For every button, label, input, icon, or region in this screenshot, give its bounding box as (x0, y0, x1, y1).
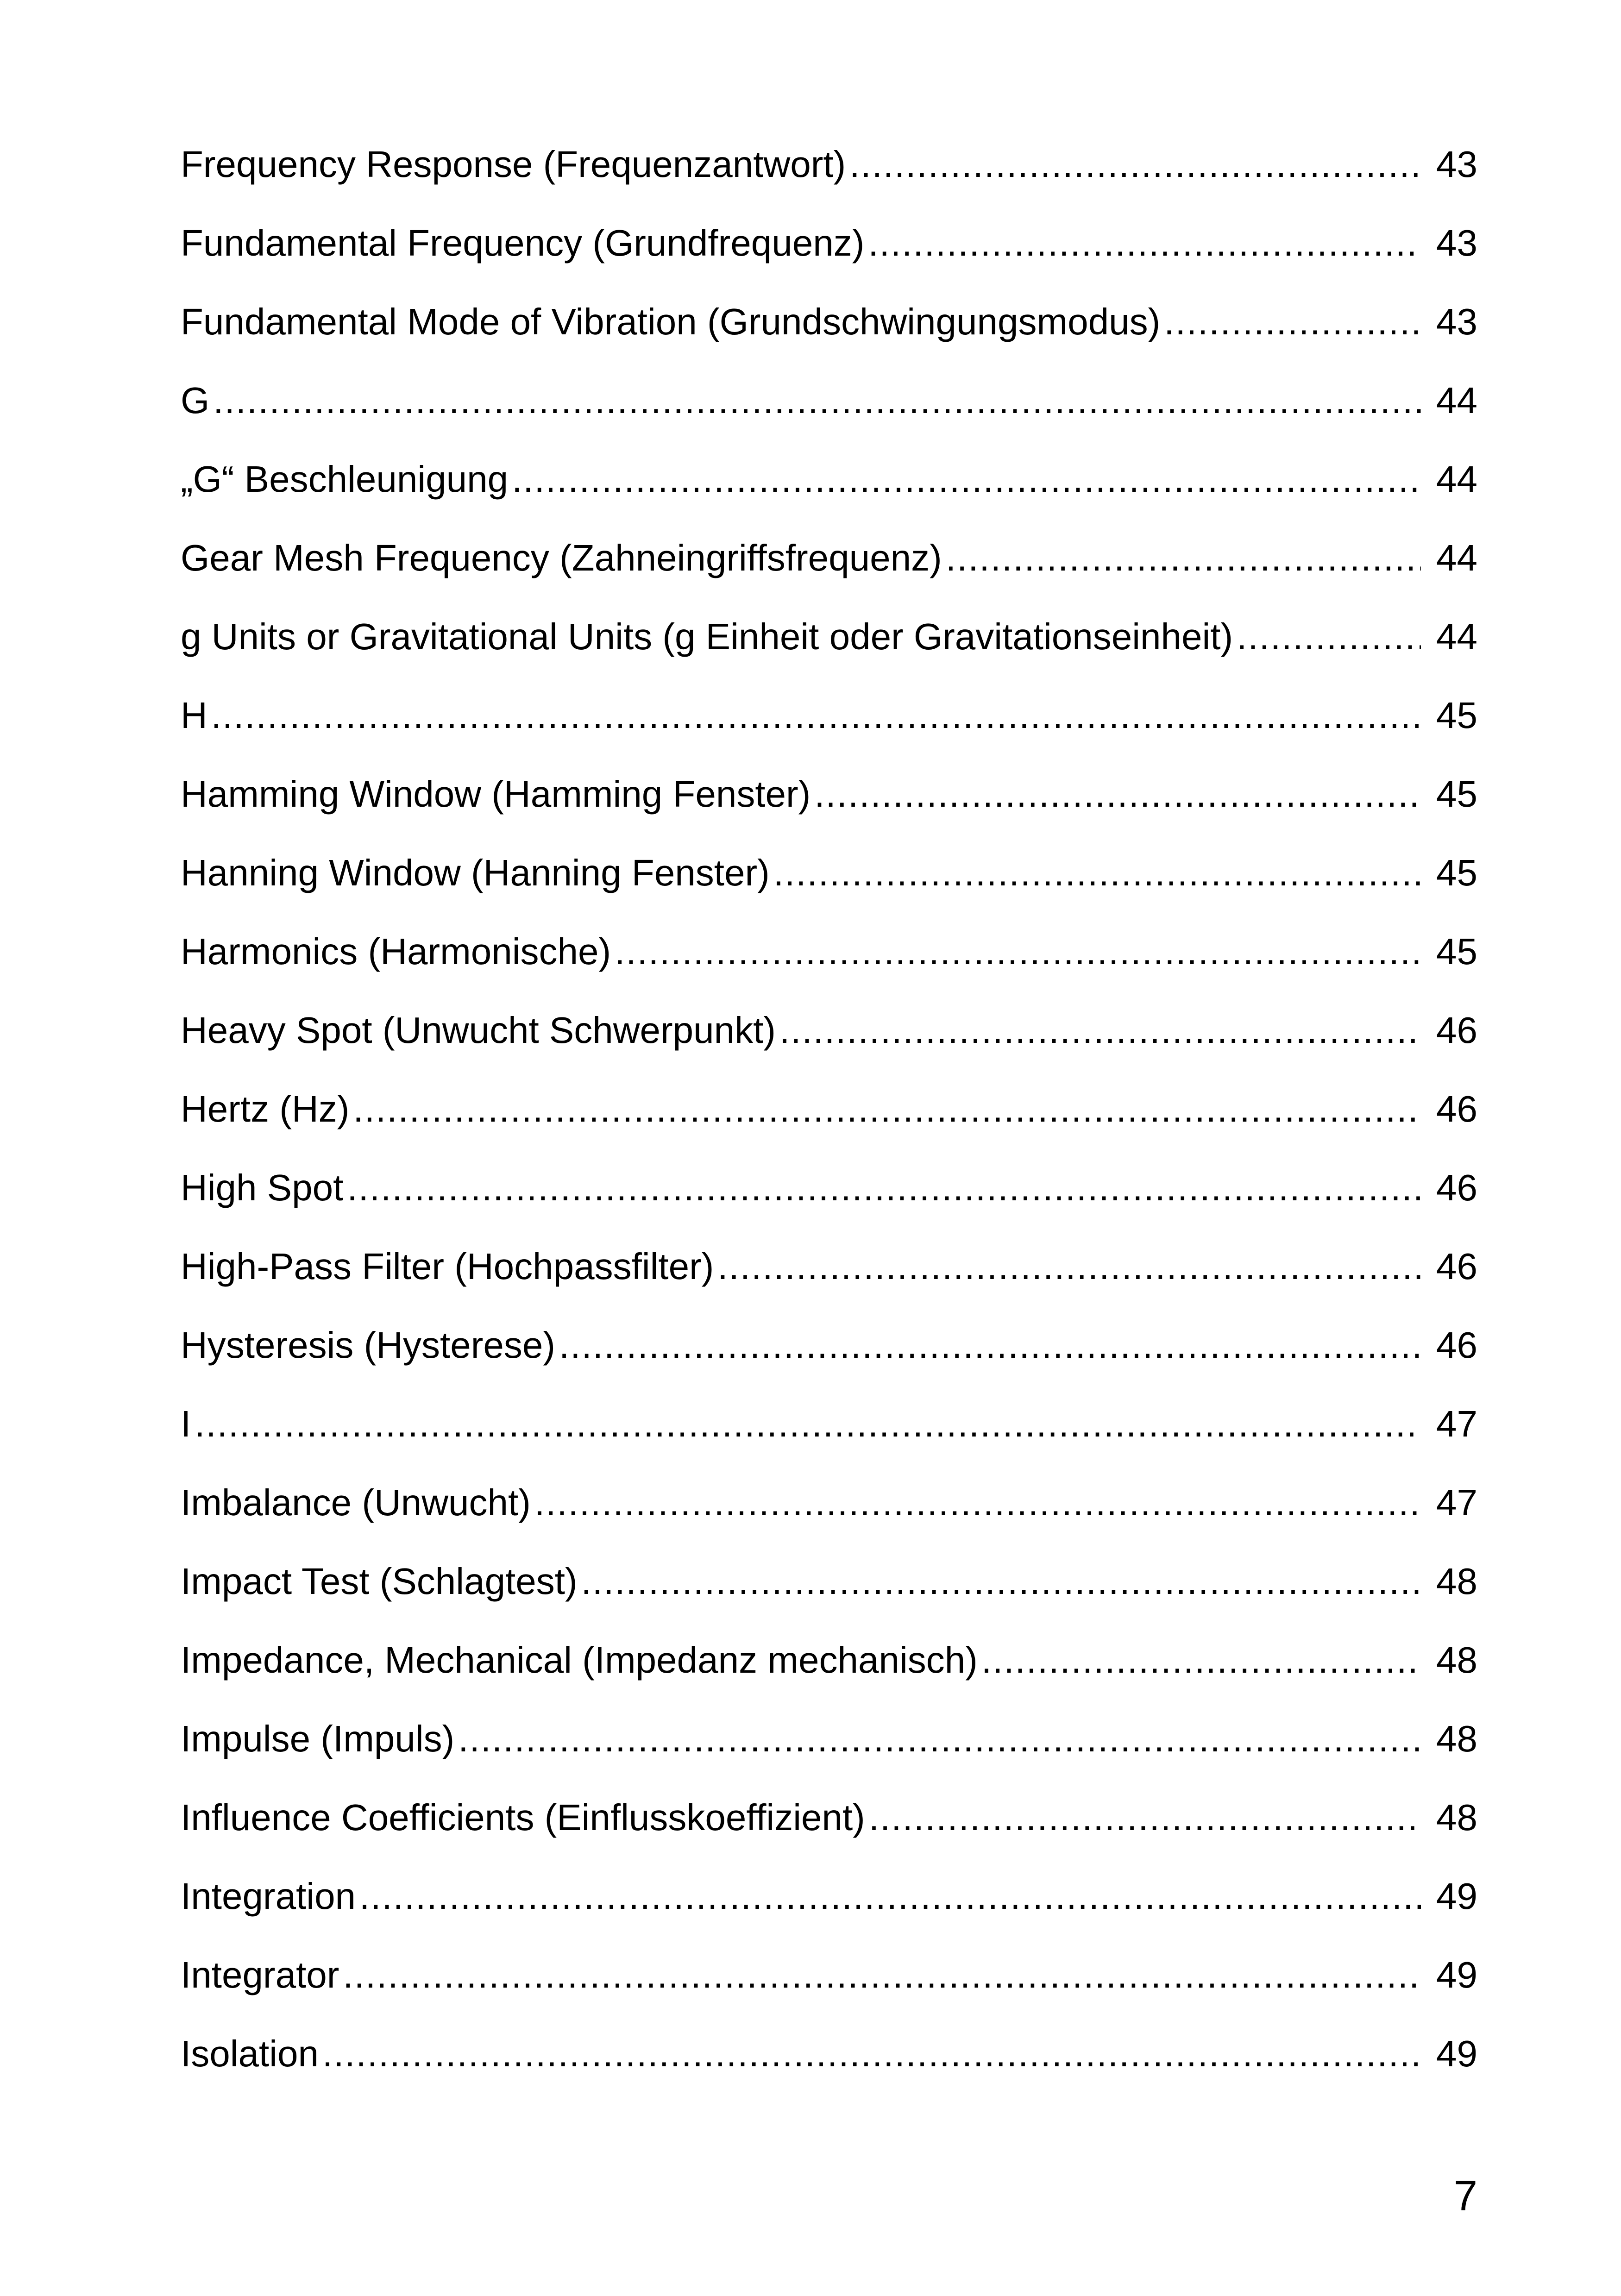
toc-entry[interactable] (181, 1778, 1477, 1857)
toc-entry[interactable] (181, 834, 1477, 912)
toc-entry-title: Harmonics (Harmonische) (181, 931, 611, 972)
toc-entry-title: Fundamental Frequency (Grundfrequenz) (181, 222, 865, 263)
toc-entry-page: 48 (1436, 1639, 1477, 1681)
page-number: 7 (1453, 2172, 1477, 2220)
toc-entry-page: 44 (1436, 380, 1477, 421)
toc-dot-leader (353, 1070, 1421, 1148)
toc-dot-leader (211, 676, 1421, 755)
toc-entry-title: G (181, 380, 210, 421)
toc-entry-title: H (181, 695, 207, 736)
toc-entry-title: g Units or Gravitational Units (g Einheit oder Gravitationseinheit) (181, 616, 1233, 657)
toc-dot-leader (779, 991, 1421, 1070)
toc-dot-leader (343, 1936, 1421, 2014)
toc-entry-page: 44 (1436, 458, 1477, 500)
toc-entry-title: Influence Coefficients (Einflusskoeffizient) (181, 1797, 865, 1838)
toc-dot-leader (512, 440, 1421, 519)
toc-entry[interactable] (181, 1306, 1477, 1385)
toc-entry-page: 43 (1436, 222, 1477, 263)
toc-entry[interactable] (181, 1621, 1477, 1700)
toc-dot-leader (773, 834, 1421, 912)
toc-entry-page: 48 (1436, 1797, 1477, 1838)
toc-entry-page: 46 (1436, 1010, 1477, 1051)
toc-dot-leader (458, 1700, 1421, 1778)
toc-dot-leader (559, 1306, 1421, 1385)
toc-entry[interactable] (181, 1857, 1477, 1936)
toc-entry-page: 49 (1436, 1876, 1477, 1917)
toc-entry[interactable] (181, 519, 1477, 597)
toc-entry[interactable] (181, 125, 1477, 204)
toc-entry[interactable] (181, 1070, 1477, 1148)
toc-entry-page: 45 (1436, 931, 1477, 972)
toc-entry[interactable] (181, 1148, 1477, 1227)
toc-entry[interactable] (181, 676, 1477, 755)
toc-entry-title: Fundamental Mode of Vibration (Grundschwingungsmodus) (181, 301, 1161, 342)
toc-dot-leader (868, 204, 1421, 282)
toc-entry[interactable] (181, 2014, 1477, 2093)
toc-entry-title: Impulse (Impuls) (181, 1718, 455, 1759)
toc-entry[interactable] (181, 1542, 1477, 1621)
toc-entry-page: 45 (1436, 773, 1477, 815)
toc-entry[interactable] (181, 1385, 1477, 1463)
toc-entry-page: 47 (1436, 1403, 1477, 1444)
toc-entry-page: 44 (1436, 537, 1477, 578)
toc-entry-title: Hysteresis (Hysterese) (181, 1324, 556, 1366)
toc-dot-leader (1164, 282, 1421, 361)
toc-entry[interactable] (181, 282, 1477, 361)
toc-entry-title: Frequency Response (Frequenzantwort) (181, 144, 846, 185)
toc-entry-title: Hamming Window (Hamming Fenster) (181, 773, 811, 815)
toc-entry-title: Heavy Spot (Unwucht Schwerpunkt) (181, 1010, 776, 1051)
toc-dot-leader (814, 755, 1421, 834)
toc-dot-leader (869, 1778, 1421, 1857)
toc-entry-page: 45 (1436, 695, 1477, 736)
toc-entry[interactable] (181, 597, 1477, 676)
toc-entry-page: 46 (1436, 1088, 1477, 1129)
toc-entry-title: Isolation (181, 2033, 319, 2074)
toc-dot-leader (981, 1621, 1421, 1700)
toc-entry-title: „G“ Beschleunigung (181, 458, 509, 500)
toc-dot-leader (195, 1385, 1421, 1463)
toc-entry-title: Imbalance (Unwucht) (181, 1482, 531, 1523)
toc-entry-page: 48 (1436, 1561, 1477, 1602)
toc-entry[interactable] (181, 440, 1477, 519)
table-of-contents (181, 125, 1477, 2093)
toc-dot-leader (213, 361, 1421, 440)
toc-entry-title: Integrator (181, 1954, 339, 1995)
toc-entry-title: High-Pass Filter (Hochpassfilter) (181, 1246, 714, 1287)
toc-entry-page: 44 (1436, 616, 1477, 657)
toc-entry[interactable] (181, 1936, 1477, 2014)
toc-dot-leader (534, 1463, 1421, 1542)
toc-entry[interactable] (181, 755, 1477, 834)
toc-entry[interactable] (181, 204, 1477, 282)
toc-dot-leader (581, 1542, 1421, 1621)
toc-entry[interactable] (181, 991, 1477, 1070)
toc-entry-title: Gear Mesh Frequency (Zahneingriffsfrequenz) (181, 537, 942, 578)
toc-dot-leader (717, 1227, 1421, 1306)
toc-entry-page: 43 (1436, 144, 1477, 185)
toc-dot-leader (1237, 597, 1421, 676)
toc-dot-leader (359, 1857, 1421, 1936)
toc-dot-leader (849, 125, 1421, 204)
toc-entry-page: 48 (1436, 1718, 1477, 1759)
toc-entry-page: 46 (1436, 1324, 1477, 1366)
toc-entry-page: 49 (1436, 1954, 1477, 1995)
toc-entry-page: 47 (1436, 1482, 1477, 1523)
toc-entry-title: Integration (181, 1876, 356, 1917)
toc-entry[interactable] (181, 1227, 1477, 1306)
toc-entry[interactable] (181, 1463, 1477, 1542)
toc-entry-title: Hertz (Hz) (181, 1088, 350, 1129)
toc-dot-leader (946, 519, 1421, 597)
toc-entry[interactable] (181, 1700, 1477, 1778)
toc-entry-title: Impedance, Mechanical (Impedanz mechanisch) (181, 1639, 978, 1681)
toc-entry-title: Impact Test (Schlagtest) (181, 1561, 578, 1602)
toc-dot-leader (322, 2014, 1421, 2093)
toc-entry[interactable] (181, 912, 1477, 991)
toc-dot-leader (347, 1148, 1421, 1227)
toc-entry-title: Hanning Window (Hanning Fenster) (181, 852, 770, 893)
toc-dot-leader (615, 912, 1421, 991)
toc-entry-page: 45 (1436, 852, 1477, 893)
toc-entry-page: 49 (1436, 2033, 1477, 2074)
toc-entry-page: 46 (1436, 1167, 1477, 1208)
toc-entry-page: 46 (1436, 1246, 1477, 1287)
toc-entry[interactable] (181, 361, 1477, 440)
toc-entry-page: 43 (1436, 301, 1477, 342)
toc-entry-title: High Spot (181, 1167, 344, 1208)
toc-entry-title: I (181, 1403, 191, 1444)
